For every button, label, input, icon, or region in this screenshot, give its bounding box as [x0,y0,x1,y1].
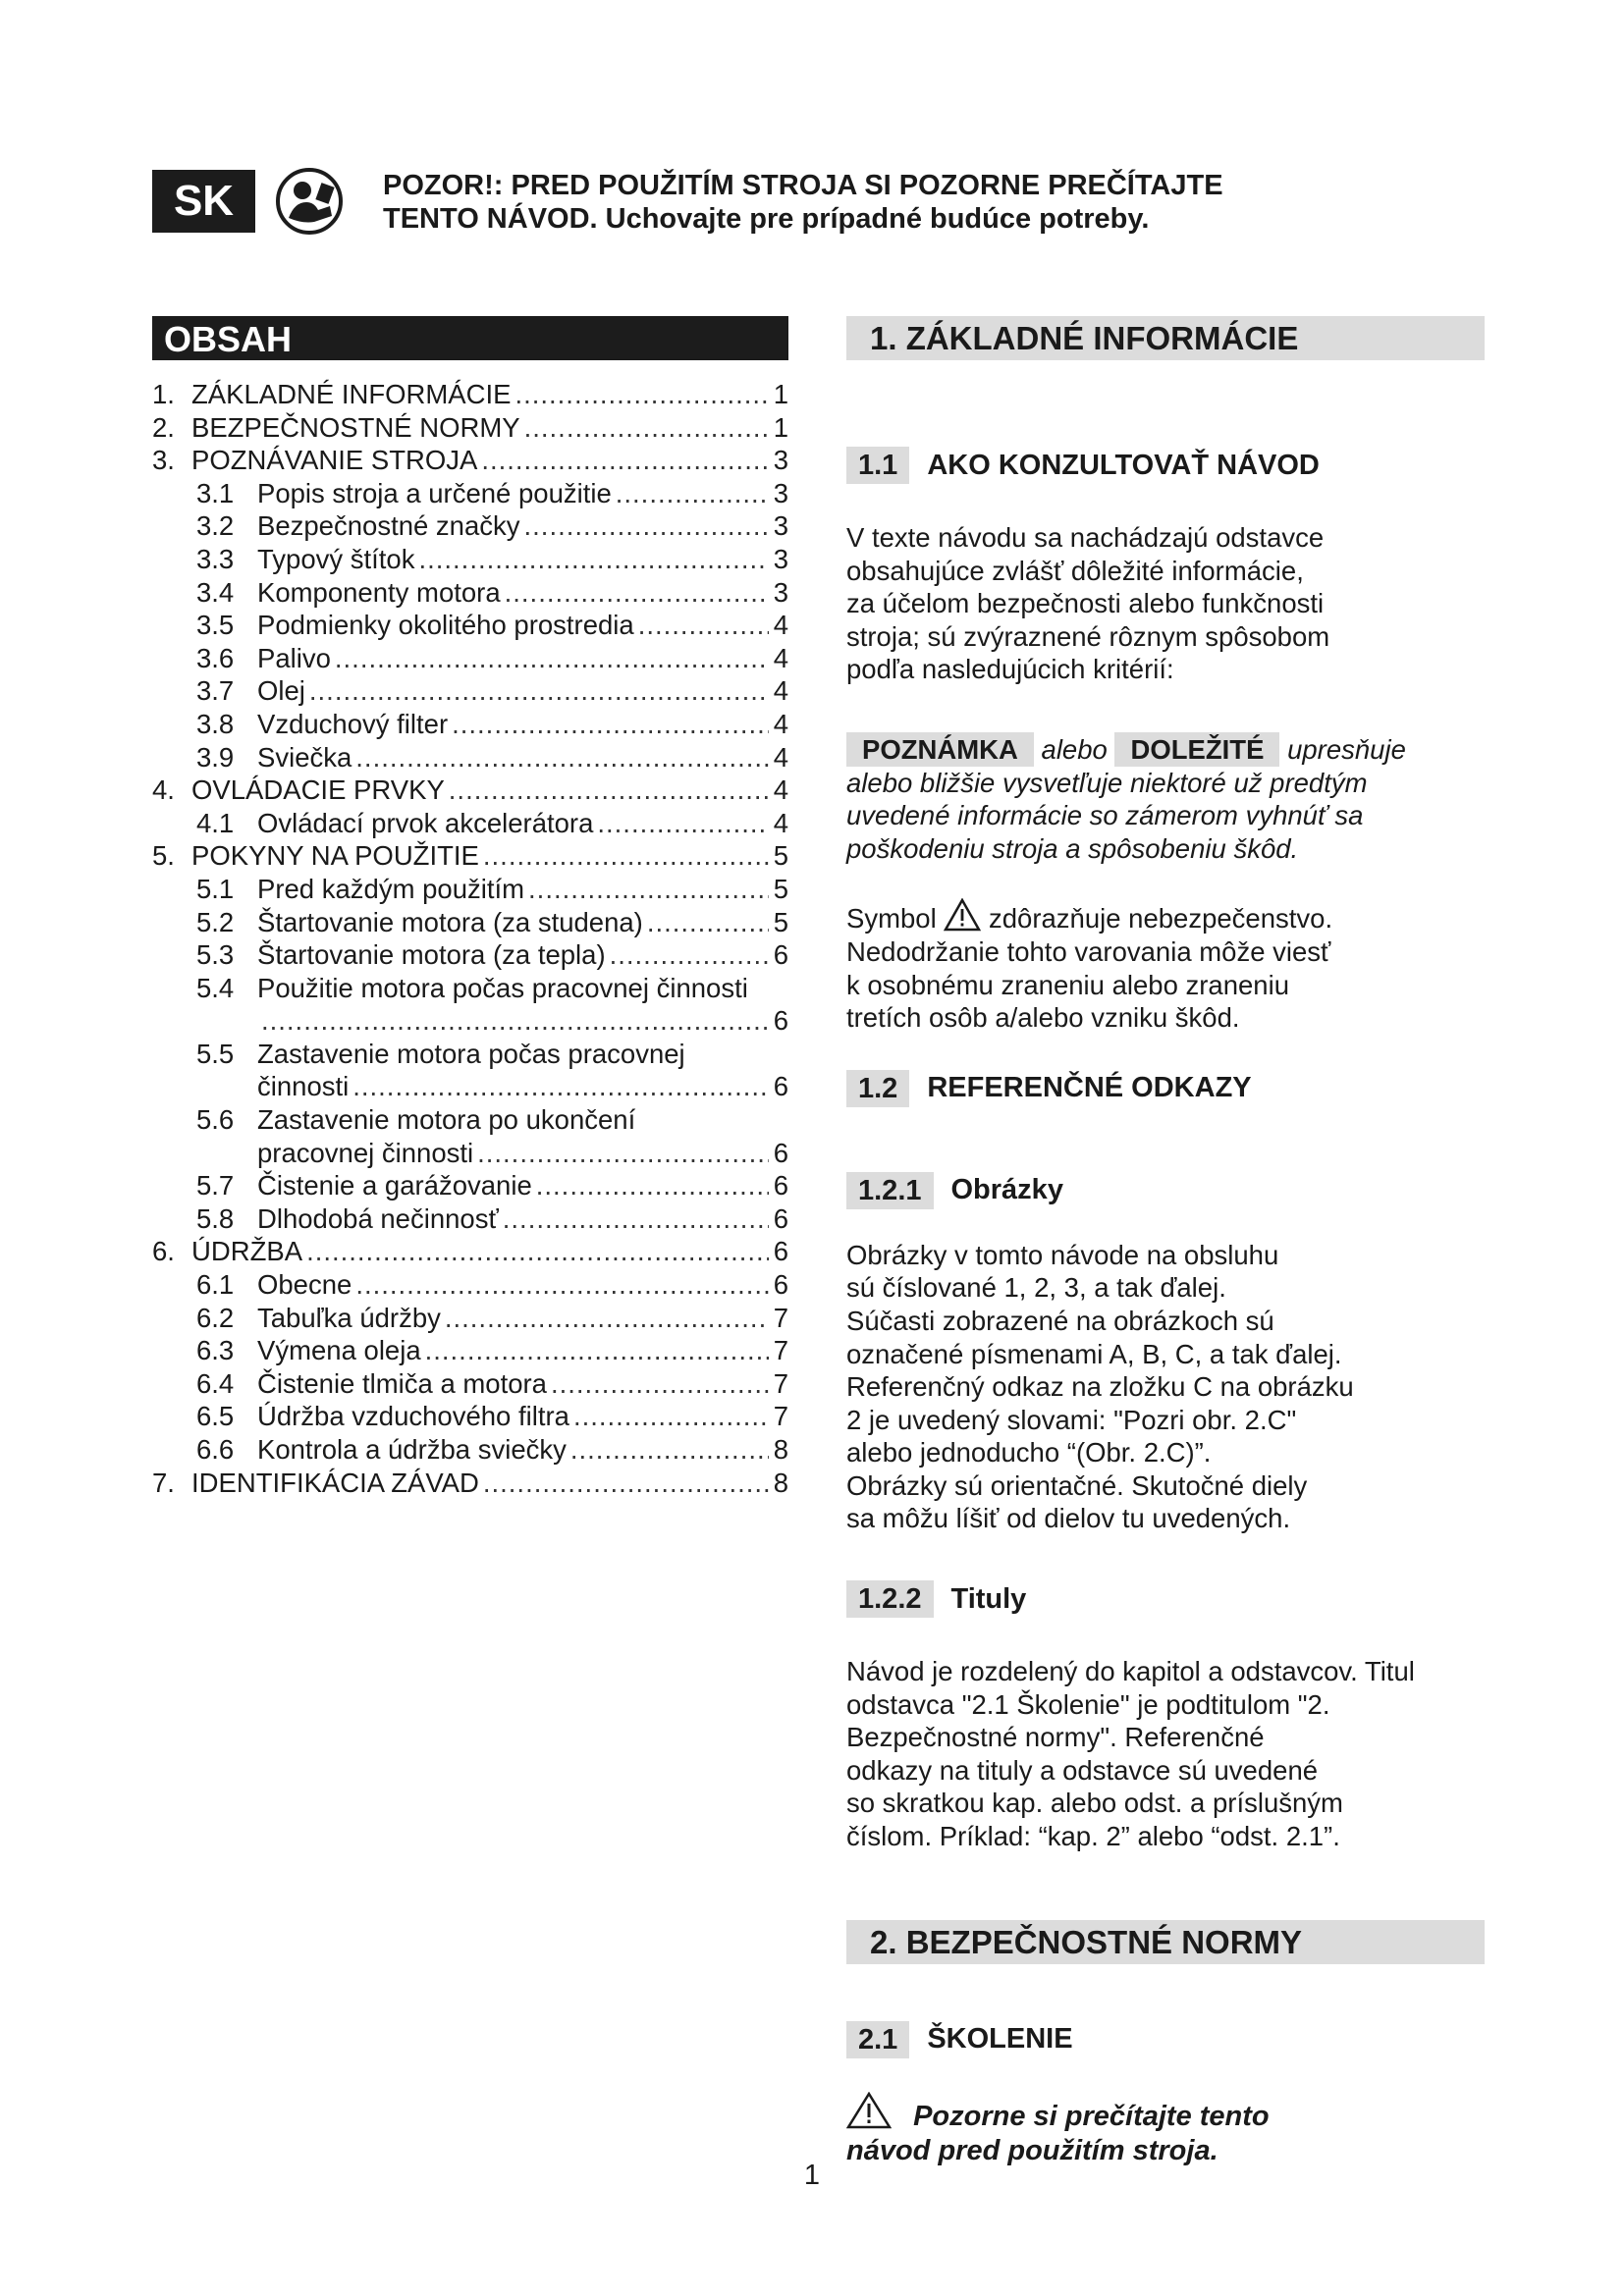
toc-entry-title: Palivo [257,642,331,673]
toc-leader-dots [335,642,769,675]
text-line: označené písmenami A, B, C, a tak ďalej. [846,1338,1342,1369]
toc-leader-dots [647,906,769,939]
toc-entry-page: 8 [773,1467,788,1498]
text-line: odstavca "2.1 Školenie" je podtitulom "2. [846,1688,1330,1720]
toc-entry [152,378,788,411]
toc-entry-page: 4 [773,774,788,806]
toc-entry-title-continued: činnosti [257,1071,350,1102]
toc-entry-number: 3.6 [196,642,235,673]
toc-entry-number: 6.1 [196,1269,235,1301]
toc-leader-dots [524,411,769,445]
toc-entry-title: OVLÁDACIE PRVKY [191,774,445,806]
toc-entry [152,642,788,675]
section-2-title: 2. BEZPEČNOSTNÉ NORMY [846,1920,1485,1964]
toc-entry [152,1235,788,1268]
warning-triangle-icon [846,2092,892,2129]
toc-entry-number: 6.2 [196,1302,235,1333]
section-1-title: 1. ZÁKLADNÉ INFORMÁCIE [846,316,1485,360]
text-line: číslom. Príklad: “kap. 2” alebo “odst. 2.1”. [846,1821,1340,1852]
toc-entry-title: Ovládací prvok akcelerátora [257,807,594,838]
toc-entry [152,1334,788,1367]
toc-entry-page: 5 [773,840,788,872]
warning-triangle-icon [944,898,981,932]
toc-leader-dots [445,1302,769,1335]
toc-entry-title: POKYNY NA POUŽITIE [191,840,479,872]
toc-entry-number: 5.3 [196,939,235,971]
toc-entry [152,1302,788,1335]
toc-entry-continuation [152,1137,788,1170]
text-line: k osobnému zraneniu alebo zraneniu [846,969,1289,1000]
toc-entry-title: POZNÁVANIE STROJA [191,445,478,476]
toc-entry [152,609,788,642]
page-number: 1 [803,2160,821,2191]
important-keyword: DOLEŽITÉ [1114,732,1279,767]
keyword-or: alebo [1041,733,1108,765]
toc-entry [152,444,788,477]
toc-entry [152,1400,788,1433]
toc-entry-title: ZÁKLADNÉ INFORMÁCIE [191,379,512,409]
toc-entry-page: 6 [773,939,788,971]
text-line: Bezpečnostné normy". Referenčné [846,1722,1265,1753]
toc-entry-page: 3 [773,477,788,508]
toc-leader-dots [425,1334,769,1367]
text-line: uvedené informácie so zámerom vyhnúť sa [846,800,1364,831]
toc-title: OBSAH [152,316,788,360]
toc-entry-title: Údržba vzduchového filtra [257,1401,569,1432]
section-1-1-text [846,521,1485,686]
safety-warning-line2: návod pred použitím stroja. [846,2134,1218,2166]
section-1-2-2-number: 1.2.2 [846,1580,934,1618]
toc-entry-number: 5.4 [196,972,235,1003]
toc-entry [152,938,788,972]
toc-entry-page: 5 [773,906,788,937]
toc-entry [152,774,788,807]
section-2-1-number: 2.1 [846,2021,909,2058]
main-column [846,316,1485,2168]
text-line: Obrázky v tomto návode na obsluhu [846,1239,1279,1270]
header-warning [383,169,1365,236]
toc-entry [152,576,788,610]
text-line: odkazy na tituly a odstavce sú uvedené [846,1754,1319,1786]
text-line: sú číslované 1, 2, 3, a tak ďalej. [846,1272,1226,1304]
toc-entry [152,411,788,445]
toc-entry-page: 4 [773,675,788,707]
toc-leader-dots [570,1433,769,1467]
toc-leader-dots [452,708,769,741]
toc-entry-page: 6 [773,1137,788,1168]
toc-leader-dots [355,1268,769,1302]
toc-entry-title: Čistenie tlmiča a motora [257,1367,547,1399]
toc-entry-number: 6.5 [196,1401,235,1432]
toc-leader-dots [616,477,769,510]
toc-entry-number: 5.6 [196,1104,235,1136]
section-1-1-number: 1.1 [846,447,909,484]
toc-leader-dots [418,543,769,576]
toc-entry [152,873,788,906]
toc-entry [152,1367,788,1401]
toc-entry-page: 4 [773,741,788,773]
toc-entry-number: 4.1 [196,807,235,838]
toc-entry-title: Podmienky okolitého prostredia [257,610,634,641]
toc-entry-number: 3.1 [196,477,235,508]
toc-leader-dots [477,1137,769,1170]
toc-entry-title: Dlhodobá nečinnosť [257,1202,499,1234]
toc-entry [152,807,788,840]
toc-entry-page: 6 [773,1236,788,1267]
toc-entry-number: 7. [152,1467,175,1498]
toc-entry-page: 6 [773,1269,788,1301]
toc-entry-page: 6 [773,1071,788,1102]
section-1-2-2-text [846,1655,1485,1853]
toc-entry-page: 8 [773,1434,788,1465]
toc-entry [152,1268,788,1302]
keyword-after: upresňuje [1287,733,1406,765]
toc-entry-continuation [152,1070,788,1103]
toc-entry-title: Sviečka [257,741,352,773]
section-1-2-1-title: Obrázky [950,1174,1063,1206]
toc-entry-page: 6 [773,1202,788,1234]
text-line: tretích osôb a/alebo vzniku škôd. [846,1002,1240,1034]
toc-entry [152,708,788,741]
toc-entry-number: 3.8 [196,708,235,739]
toc-entry [152,1103,788,1137]
symbol-meaning: zdôrazňuje nebezpečenstvo. [988,903,1333,934]
toc-entry-number: 5.7 [196,1170,235,1201]
toc-entry-page: 4 [773,642,788,673]
text-line: Obrázky sú orientačné. Skutočné diely [846,1469,1308,1501]
text-line: obsahujúce zvlášť dôležité informácie, [846,555,1304,586]
toc-entry-title: Typový štítok [257,543,415,574]
toc-entry-page: 5 [773,873,788,904]
toc-leader-dots [483,839,769,873]
section-1-1-heading [846,447,1485,484]
text-line: stroja; sú zvýraznené rôznym spôsobom [846,620,1330,652]
toc-leader-dots [536,1169,769,1202]
text-line: za účelom bezpečnosti alebo funkčnosti [846,588,1325,619]
toc-leader-dots [306,1235,769,1268]
text-line: so skratkou kap. alebo odst. a príslušným [846,1788,1343,1819]
toc-entry-number: 1. [152,379,175,409]
toc-leader-dots [514,378,769,411]
section-1-2-2-title: Tituly [950,1582,1027,1615]
toc-entry-page: 1 [773,379,788,409]
toc-entry-page: 4 [773,610,788,641]
table-of-contents [152,378,788,1499]
toc-entry-page: 3 [773,576,788,608]
text-line: alebo jednoducho “(Obr. 2.C)”. [846,1437,1212,1468]
toc-leader-dots [551,1367,769,1401]
toc-entry [152,1038,788,1071]
toc-leader-dots [481,444,769,477]
toc-leader-dots [449,774,769,807]
toc-entry [152,906,788,939]
section-1-2-2-heading [846,1580,1485,1618]
toc-leader-dots [503,1202,769,1236]
toc-entry [152,972,788,1005]
toc-entry-number: 3.2 [196,510,235,542]
toc-entry-page: 7 [773,1335,788,1366]
toc-leader-dots [309,674,769,708]
toc-entry-page: 7 [773,1367,788,1399]
header-warning-line1: POZOR!: PRED POUŽITÍM STROJA SI POZORNE PREČÍTAJTE [383,170,1223,201]
safety-warning [846,2092,1485,2168]
toc-leader-dots [261,1004,769,1038]
toc-entry-title: Popis stroja a určené použitie [257,477,612,508]
toc-entry-page: 7 [773,1401,788,1432]
toc-entry-title: Zastavenie motora počas pracovnej [257,1038,685,1069]
text-line: sa môžu líšiť od dielov tu uvedených. [846,1503,1291,1534]
symbol-label: Symbol [846,903,937,934]
toc-entry [152,1202,788,1236]
toc-entry-number: 2. [152,411,175,443]
toc-entry [152,741,788,774]
text-line: poškodeniu stroja a spôsobeniu škôd. [846,832,1299,864]
header-warning-line2: TENTO NÁVOD. Uchovajte pre prípadné budúce potreby. [383,203,1150,235]
toc-entry-number: 5. [152,840,175,872]
toc-entry-title: Zastavenie motora po ukončení [257,1104,636,1136]
toc-entry-number: 6.6 [196,1434,235,1465]
toc-entry-number: 6.4 [196,1367,235,1399]
toc-entry [152,839,788,873]
toc-leader-dots [610,938,769,972]
text-line: Návod je rozdelený do kapitol a odstavcov. Titul [846,1656,1415,1687]
toc-entry [152,674,788,708]
note-explanation [846,733,1485,865]
toc-entry-title: Pred každým použitím [257,873,525,904]
text-line: V texte návodu sa nachádzajú odstavce [846,522,1325,553]
toc-entry [152,1433,788,1467]
toc-entry-number: 4. [152,774,175,806]
toc-entry [152,509,788,543]
read-manual-icon [275,167,344,236]
toc-leader-dots [528,873,769,906]
text-line: 2 je uvedený slovami: "Pozri obr. 2.C" [846,1404,1297,1435]
symbol-explanation [846,898,1485,1034]
toc-entry-number: 3.3 [196,543,235,574]
toc-entry-number: 6.3 [196,1335,235,1366]
toc-entry-title: BEZPEČNOSTNÉ NORMY [191,411,520,443]
toc-leader-dots [505,576,769,610]
text-line: Súčasti zobrazené na obrázkoch sú [846,1305,1274,1336]
toc-entry-page: 4 [773,708,788,739]
section-2-1-heading [846,2021,1485,2058]
toc-leader-dots [573,1400,769,1433]
toc-entry-title: Obecne [257,1269,352,1301]
text-line: alebo bližšie vysvetľuje niektoré už predtým [846,767,1368,798]
toc-entry-page: 6 [773,1005,788,1037]
section-1-2-heading [846,1070,1485,1107]
toc-entry-number: 5.8 [196,1202,235,1234]
toc-entry-title: Výmena oleja [257,1335,421,1366]
toc-leader-dots [597,807,769,840]
text-line: Nedodržanie tohto varovania môže viesť [846,935,1331,967]
toc-entry-title: Vzduchový filter [257,708,449,739]
section-1-2-1-heading [846,1172,1485,1209]
toc-entry-title: Bezpečnostné značky [257,510,520,542]
toc-entry-title: Komponenty motora [257,576,501,608]
section-1-2-1-number: 1.2.1 [846,1172,934,1209]
toc-leader-dots [355,741,769,774]
section-2-1-title: ŠKOLENIE [927,2023,1073,2056]
toc-entry-title: Štartovanie motora (za tepla) [257,939,606,971]
toc-entry-number: 3.4 [196,576,235,608]
toc-entry-title: Čistenie a garážovanie [257,1170,532,1201]
toc-entry-number: 5.5 [196,1038,235,1069]
toc-entry-page: 4 [773,807,788,838]
toc-entry-title: Kontrola a údržba sviečky [257,1434,567,1465]
toc-entry [152,477,788,510]
toc-entry-number: 3.7 [196,675,235,707]
toc-entry-title: Štartovanie motora (za studena) [257,906,643,937]
toc-entry-title: Použitie motora počas pracovnej činnosti [257,972,748,1003]
toc-entry-number: 3. [152,445,175,476]
toc-leader-dots [638,609,769,642]
toc-leader-dots [483,1467,769,1500]
toc-entry-number: 5.2 [196,906,235,937]
toc-entry-page: 6 [773,1170,788,1201]
toc-entry-page: 3 [773,510,788,542]
section-1-2-title: REFERENČNÉ ODKAZY [927,1072,1252,1104]
text-line: Referenčný odkaz na zložku C na obrázku [846,1371,1354,1403]
toc-entry-continuation [152,1004,788,1038]
toc-entry-title: ÚDRŽBA [191,1236,303,1267]
toc-entry-page: 3 [773,543,788,574]
text-line: podľa nasledujúcich kritérií: [846,654,1174,685]
toc-entry-title-continued: pracovnej činnosti [257,1137,474,1168]
toc-entry-page: 3 [773,445,788,476]
toc-entry [152,543,788,576]
language-badge: SK [152,170,255,233]
toc-entry [152,1467,788,1500]
toc-entry-number: 3.9 [196,741,235,773]
toc-entry-page: 7 [773,1302,788,1333]
toc-entry-title: IDENTIFIKÁCIA ZÁVAD [191,1467,479,1498]
toc-entry-number: 6. [152,1236,175,1267]
toc-entry-number: 3.5 [196,610,235,641]
toc-leader-dots [524,509,769,543]
note-keyword: POZNÁMKA [846,732,1034,767]
safety-warning-line1: Pozorne si prečítajte tento [913,2100,1270,2132]
section-1-1-title: AKO KONZULTOVAŤ NÁVOD [927,449,1320,481]
toc-entry [152,1169,788,1202]
section-1-2-number: 1.2 [846,1070,909,1107]
toc-leader-dots [352,1070,769,1103]
toc-entry-number: 5.1 [196,873,235,904]
toc-entry-page: 1 [773,411,788,443]
section-1-2-1-text [846,1239,1485,1535]
toc-entry-title: Tabuľka údržby [257,1302,441,1333]
toc-entry-title: Olej [257,675,305,707]
